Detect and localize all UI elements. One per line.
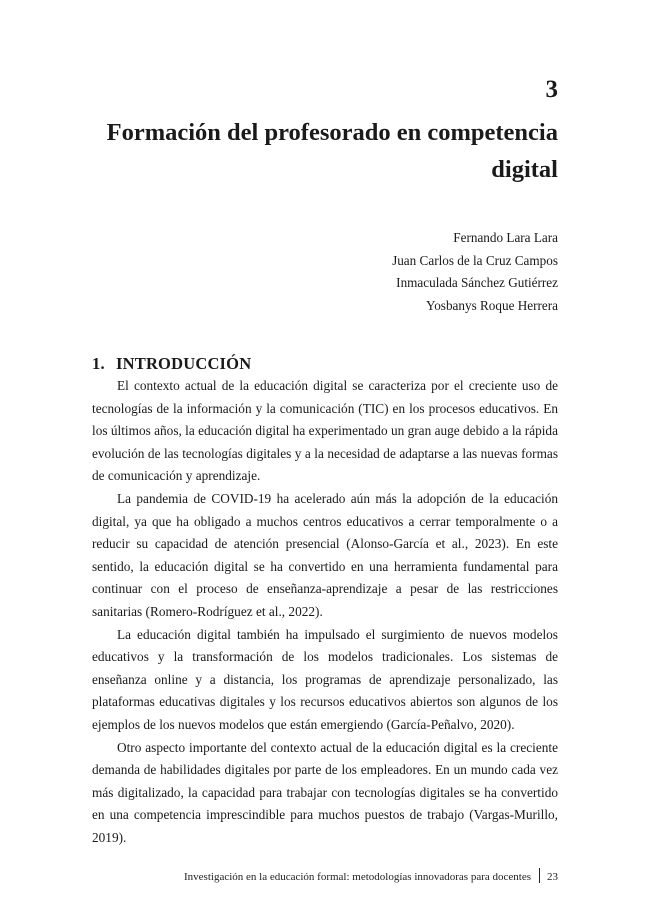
paragraph: El contexto actual de la educación digital se caracteriza por el creciente uso de tecnologías de la información y la comunicación (TIC) en los procesos educativos. En los últimos años, la educación digital ha experimentado un gran auge debido a la rápida evolución de las tecnologías digitales y a la necesidad de adaptarse a las nuevas formas de comunicación y aprendizaje. bbox=[92, 378, 558, 484]
author-name: Juan Carlos de la Cruz Campos bbox=[392, 252, 558, 268]
paragraph: La pandemia de COVID-19 ha acelerado aún más la adopción de la educación digital, ya que ha obligado a muchos centros educativos a cerrar temporalmente o a reducir su capacidad de atención presencial (Alonso-García et al., 2023). En este sentido, la educación digital se ha convertido en una herramienta fundamental para continuar con el proceso de enseñanza-aprendizaje a pesar de las restricciones sanitarias (Romero-Rodríguez et al., 2022). bbox=[92, 490, 558, 619]
body-text bbox=[92, 375, 558, 849]
chapter-number: 3 bbox=[545, 76, 558, 103]
page-number: 23 bbox=[547, 871, 558, 883]
footer-divider bbox=[539, 868, 540, 883]
section-number: 1. bbox=[92, 354, 105, 373]
author-name: Yosbanys Roque Herrera bbox=[426, 297, 558, 313]
section-heading bbox=[92, 354, 251, 374]
paragraph: La educación digital también ha impulsado el surgimiento de nuevos modelos educativos y la transformación de los modelos tradicionales. Los sistemas de enseñanza online y a distancia, los programas de aprendizaje personalizado, las plataformas educativas digitales y los recursos educativos abiertos son algunos de los ejemplos de los nuevos modelos que están emergiendo (García-Peñalvo, 2020). bbox=[92, 626, 558, 732]
author-name: Fernando Lara Lara bbox=[453, 230, 558, 245]
chapter-title: Formación del profesorado en competencia digital bbox=[106, 119, 558, 183]
author-name: Inmaculada Sánchez Gutiérrez bbox=[396, 275, 558, 291]
section-title: INTRODUCCIÓN bbox=[116, 354, 252, 373]
author-list bbox=[392, 227, 558, 317]
page-footer bbox=[184, 868, 558, 883]
footer-book-title: Investigación en la educación formal: metodologías innovadoras para docentes bbox=[184, 871, 531, 883]
paragraph: Otro aspecto importante del contexto actual de la educación digital es la creciente demanda de habilidades digitales por parte de los empleadores. En un mundo cada vez más digitalizado, la capacidad para trabajar con tecnologías digitales se ha convertido en una competencia imprescindible para muchos puestos de trabajo (Vargas-Murillo, 2019). bbox=[92, 739, 558, 845]
